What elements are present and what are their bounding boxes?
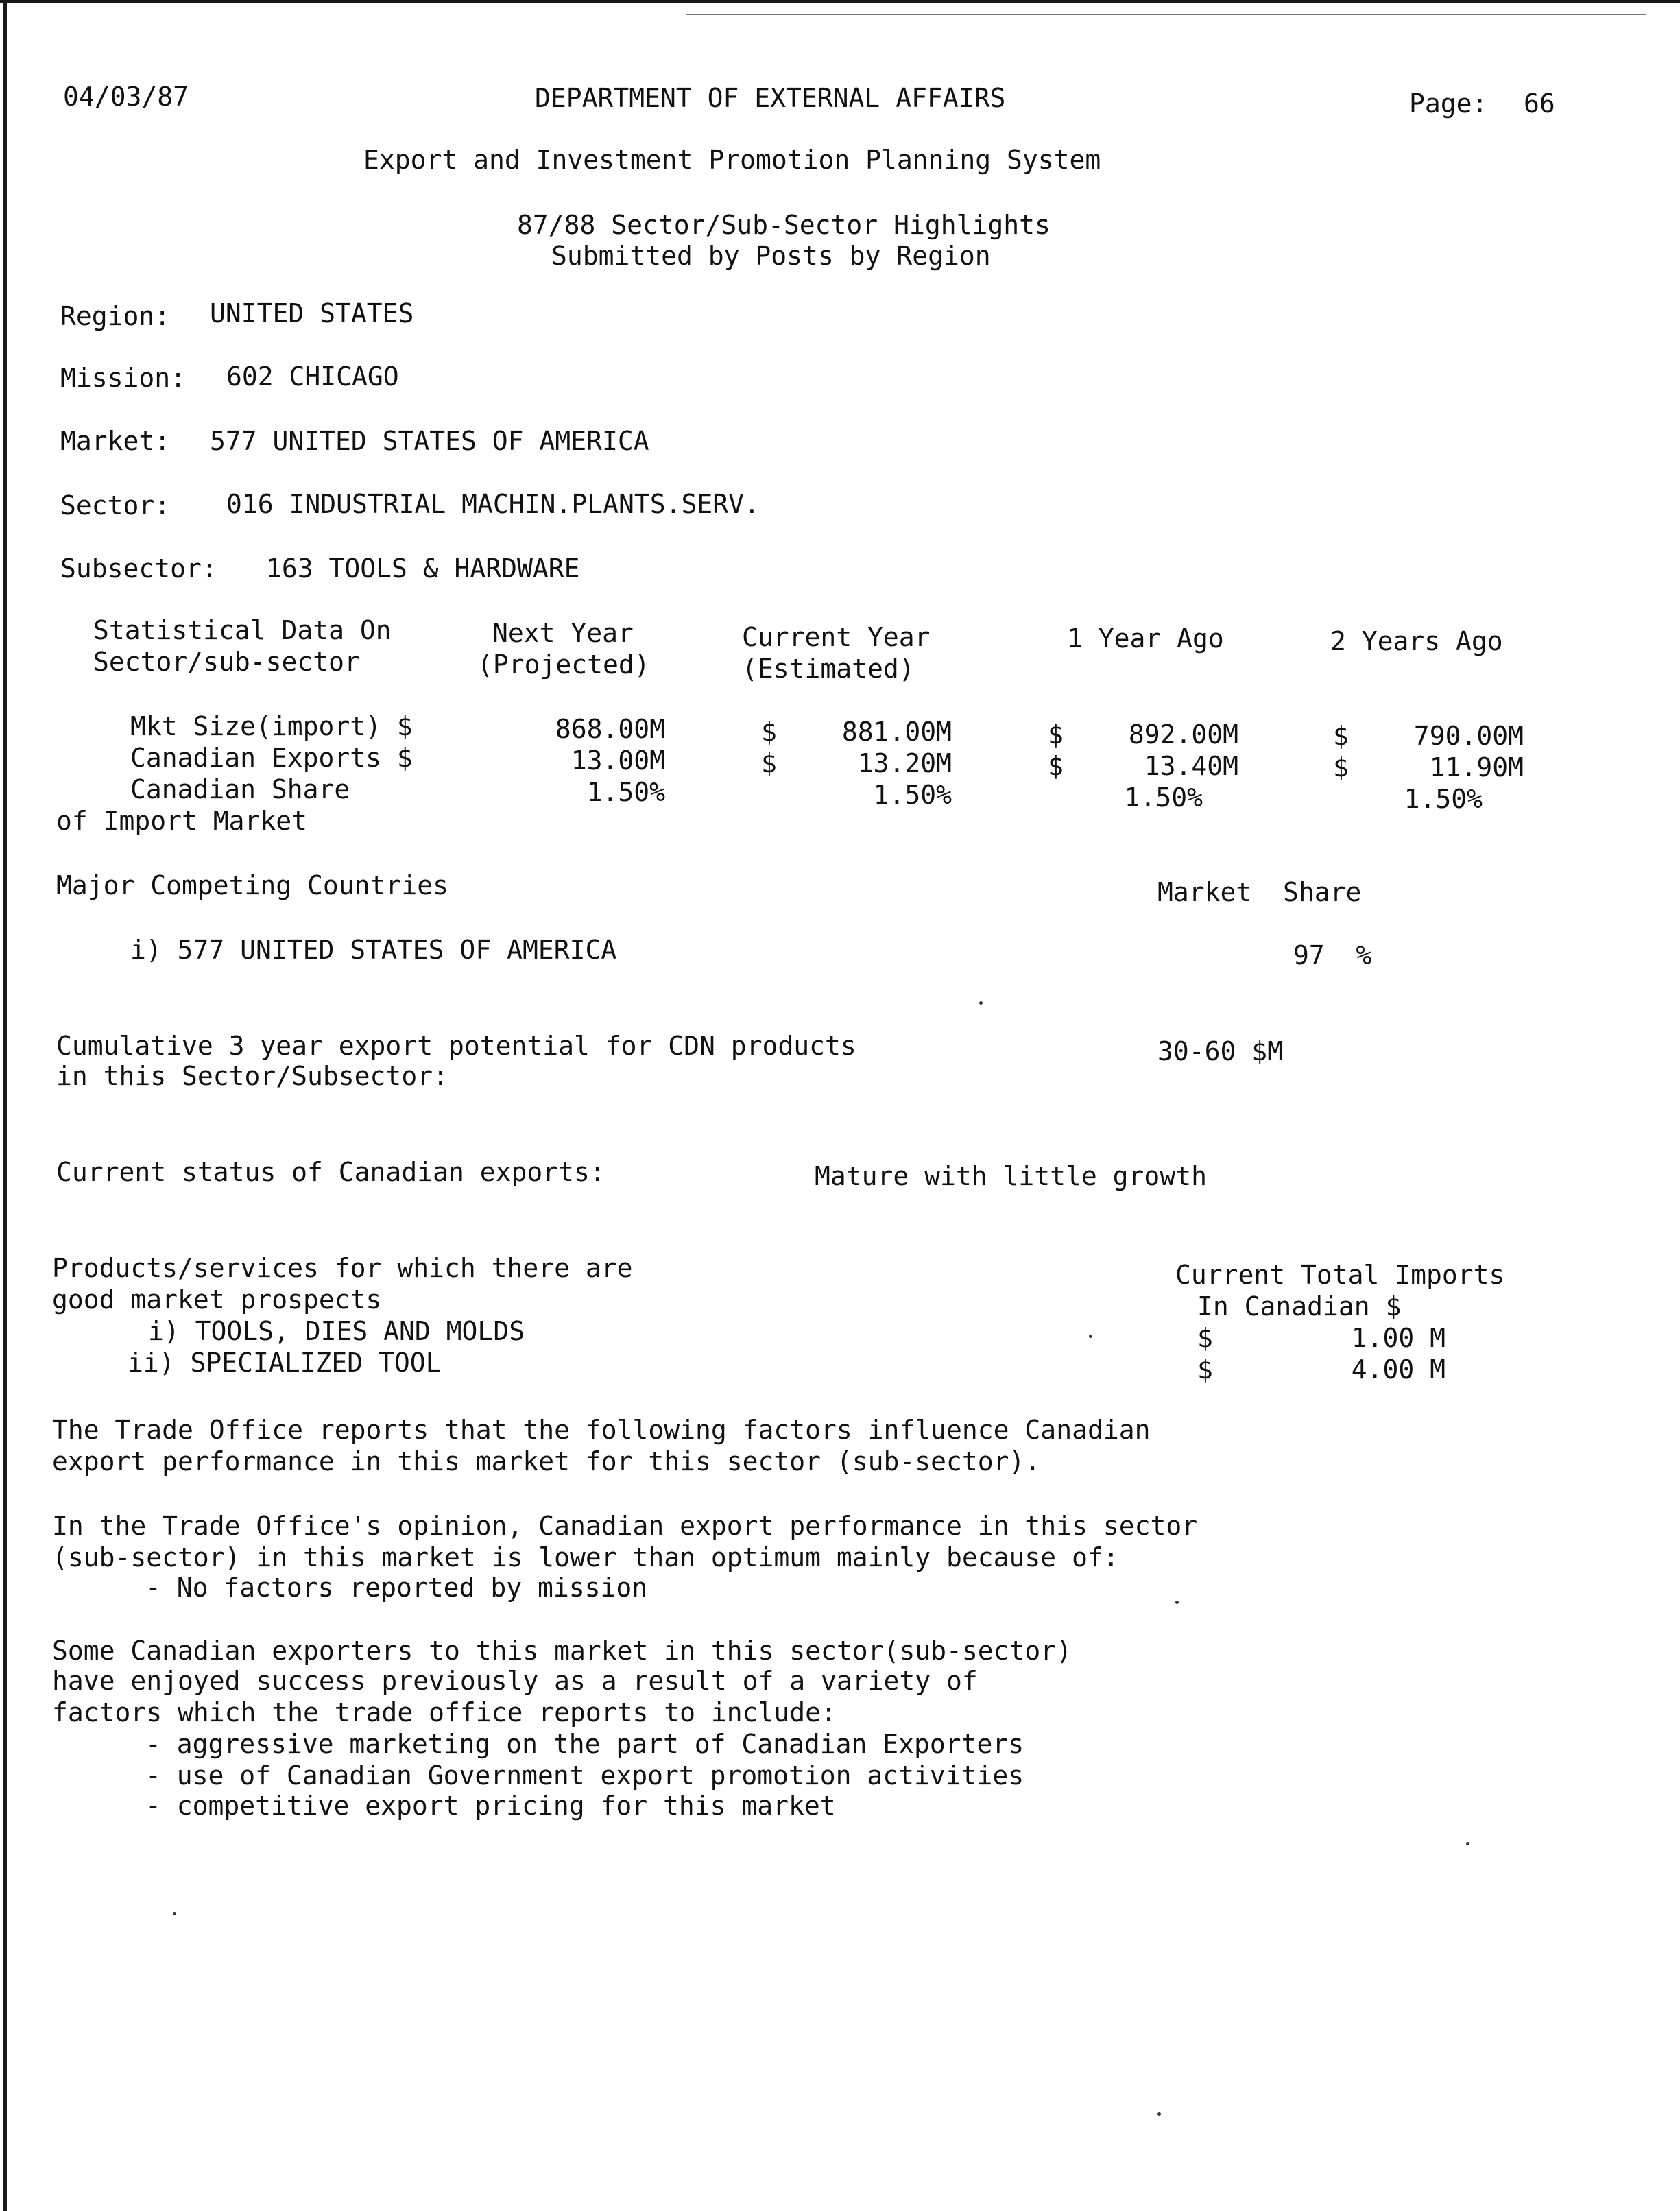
factors-intro: The Trade Office reports that the following factors influence Canadian — [52, 1415, 1151, 1445]
cell-value: 790.00M — [1413, 721, 1524, 751]
success-item: - aggressive marketing on the part of Canadian Exporters — [145, 1729, 1024, 1759]
col-head-current-year: Current Year — [742, 622, 931, 652]
factors-intro-2: export performance in this market for this sector (sub-sector). — [52, 1446, 1041, 1477]
cell-currency: $ — [1333, 721, 1349, 751]
report-subtitle-2: Submitted by Posts by Region — [551, 241, 991, 271]
opinion-item: - No factors reported by mission — [145, 1573, 648, 1603]
scan-speck — [1157, 2112, 1161, 2116]
cell-currency: $ — [761, 717, 777, 747]
success-text-3: factors which the trade office reports to include: — [52, 1697, 837, 1728]
subsector-label: Subsector: — [60, 553, 217, 584]
scan-edge-left — [3, 0, 7, 2211]
status-label: Current status of Canadian exports: — [56, 1157, 605, 1187]
imports-subheading: In Canadian $ — [1197, 1291, 1402, 1322]
stats-heading-2: Sector/sub-sector — [93, 647, 360, 677]
cell-value: 892.00M — [1128, 719, 1238, 750]
subsector-value: 163 TOOLS & HARDWARE — [266, 553, 580, 584]
stats-heading: Statistical Data On — [93, 615, 392, 645]
row-label-share-cont: of Import Market — [56, 806, 308, 836]
cell-value: 881.00M — [841, 717, 952, 747]
scan-speck — [1089, 1335, 1092, 1338]
report-subtitle: 87/88 Sector/Sub-Sector Highlights — [517, 210, 1051, 240]
cell-value: 1.50% — [1124, 782, 1203, 813]
cell-currency: $ — [1048, 719, 1064, 750]
region-label: Region: — [60, 301, 171, 331]
success-item: - competitive export pricing for this market — [145, 1791, 836, 1821]
scan-edge-line — [686, 14, 1646, 15]
page-number: 66 — [1524, 88, 1555, 119]
sector-value: 016 INDUSTRIAL MACHIN.PLANTS.SERV. — [226, 489, 760, 519]
department-name: DEPARTMENT OF EXTERNAL AFFAIRS — [535, 83, 1006, 113]
col-sub-estimated: (Estimated) — [742, 654, 915, 684]
product-currency: $ — [1197, 1354, 1213, 1385]
cell-value: 868.00M — [555, 714, 665, 744]
row-label-canadian-share: Canadian Share — [130, 774, 350, 804]
cell-currency: $ — [1333, 752, 1349, 782]
competitors-heading: Major Competing Countries — [56, 870, 448, 900]
product-item: ii) SPECIALIZED TOOL — [128, 1348, 442, 1378]
col-sub-projected: (Projected) — [477, 649, 650, 680]
product-currency: $ — [1197, 1323, 1213, 1353]
system-title: Export and Investment Promotion Planning System — [363, 145, 1101, 175]
potential-text-2: in this Sector/Subsector: — [56, 1061, 448, 1091]
products-heading-2: good market prospects — [52, 1284, 382, 1315]
product-item: i) TOOLS, DIES AND MOLDS — [148, 1316, 525, 1346]
region-value: UNITED STATES — [210, 298, 414, 328]
competitor-item: i) 577 UNITED STATES OF AMERICA — [130, 935, 617, 965]
row-label-canadian-exports: Canadian Exports $ — [130, 743, 413, 773]
col-head-1-year-ago: 1 Year Ago — [1067, 623, 1224, 654]
cell-value: 1.50% — [1404, 784, 1483, 814]
opinion-text: In the Trade Office's opinion, Canadian export performance in this sector — [52, 1511, 1198, 1541]
success-text-2: have enjoyed success previously as a result of a variety of — [52, 1666, 978, 1696]
imports-heading: Current Total Imports — [1175, 1260, 1505, 1290]
scan-edge-top — [0, 0, 1680, 3]
cell-value: 13.20M — [857, 748, 952, 778]
competitor-share: 97 % — [1293, 940, 1372, 970]
cell-value: 1.50% — [873, 780, 952, 810]
col-head-next-year: Next Year — [492, 618, 634, 648]
market-label: Market: — [60, 426, 171, 456]
success-item: - use of Canadian Government export promotion activities — [145, 1760, 1024, 1791]
product-import-value: 1.00 M — [1351, 1323, 1445, 1353]
cell-value: 1.50% — [586, 777, 665, 807]
product-import-value: 4.00 M — [1351, 1354, 1445, 1385]
success-text: Some Canadian exporters to this market in this sector(sub-sector) — [52, 1636, 1072, 1666]
cell-currency: $ — [761, 748, 777, 778]
scan-speck — [979, 1001, 983, 1005]
sector-label: Sector: — [60, 490, 171, 521]
row-label-mkt-size: Mkt Size(import) $ — [130, 711, 413, 741]
status-value: Mature with little growth — [815, 1161, 1207, 1191]
potential-text: Cumulative 3 year export potential for CDN products — [56, 1031, 856, 1061]
scan-speck — [1175, 1601, 1179, 1604]
scan-speck — [173, 1912, 176, 1915]
col-head-2-years-ago: 2 Years Ago — [1330, 626, 1503, 656]
cell-value: 13.00M — [571, 745, 665, 776]
potential-value: 30-60 $M — [1157, 1036, 1284, 1066]
report-date: 04/03/87 — [63, 82, 189, 112]
cell-value: 11.90M — [1429, 752, 1524, 782]
products-heading: Products/services for which there are — [52, 1253, 633, 1283]
opinion-text-2: (sub-sector) in this market is lower than optimum mainly because of: — [52, 1542, 1119, 1573]
mission-value: 602 CHICAGO — [226, 361, 399, 392]
page-label: Page: — [1409, 88, 1488, 119]
market-share-heading: Market Share — [1157, 877, 1362, 907]
market-value: 577 UNITED STATES OF AMERICA — [210, 426, 649, 456]
cell-currency: $ — [1048, 751, 1064, 781]
scan-speck — [1466, 1842, 1469, 1845]
cell-value: 13.40M — [1144, 751, 1238, 781]
mission-label: Mission: — [60, 363, 187, 393]
